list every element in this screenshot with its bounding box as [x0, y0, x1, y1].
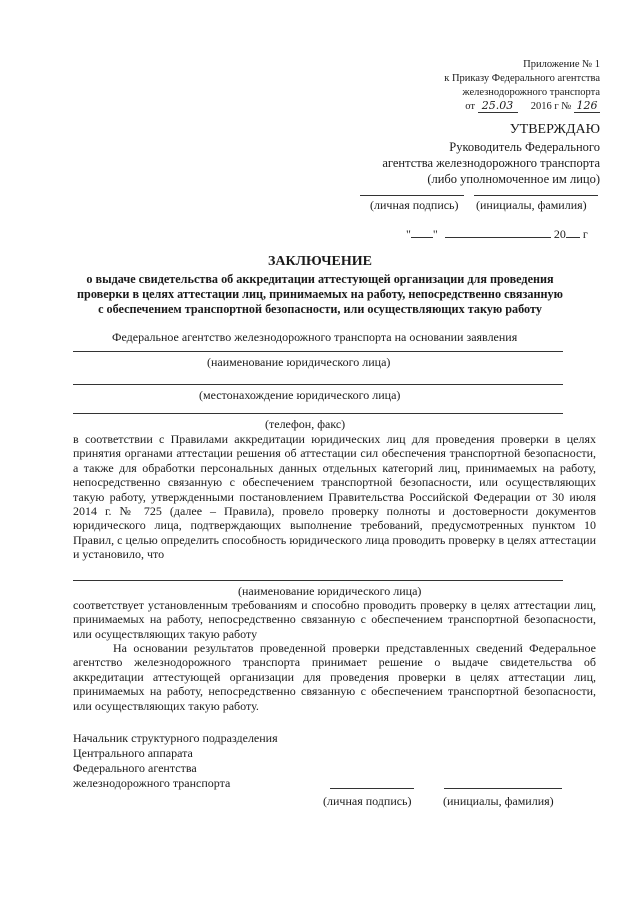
document-title: ЗАКЛЮЧЕНИЕ	[267, 254, 373, 269]
legal-name-line-2	[73, 580, 563, 581]
approval-signature-line	[360, 195, 464, 196]
signatory-signature-line	[330, 788, 414, 789]
date-quote-close: "	[432, 227, 438, 241]
appendix-date-prefix: от	[465, 101, 475, 112]
paragraph-compliance: соответствует установленным требованиям и способно проводить проверку в целях аттестации лиц, принимаемых на работу, непосредственно связанную с обеспечением транспортной безопасности, или осуществляющих такую работу	[73, 598, 596, 641]
approval-date-line	[406, 227, 588, 242]
date-year: 20	[553, 227, 566, 241]
approval-heading: УТВЕРЖДАЮ	[509, 122, 600, 137]
date-year-suffix: г	[582, 227, 588, 241]
approval-initials-caption: (инициалы, фамилия)	[476, 198, 587, 212]
appendix-number-handwritten: 126	[574, 99, 600, 113]
legal-name-caption-2: (наименование юридического лица)	[238, 584, 422, 598]
approval-signature-caption: (личная подпись)	[370, 198, 459, 212]
location-caption: (местонахождение юридического лица)	[199, 388, 401, 402]
phone-caption: (телефон, факс)	[265, 417, 346, 431]
signatory-line-4: железнодорожного транспорта	[73, 776, 231, 790]
signatory-initials-line	[444, 788, 562, 789]
appendix-date-middle: 2016 г №	[530, 101, 572, 112]
location-line	[73, 384, 563, 385]
appendix-line-1: Приложение № 1	[523, 59, 600, 70]
approval-line-2: агентства железнодорожного транспорта	[382, 156, 600, 170]
document-subtitle-3: с обеспечением транспортной безопасности, или осуществляющих такую работу	[98, 302, 542, 316]
signatory-line-2: Центрального аппарата	[73, 746, 193, 760]
appendix-date-line	[465, 99, 600, 113]
signatory-signature-caption: (личная подпись)	[323, 794, 412, 808]
appendix-line-2: к Приказу Федерального агентства	[444, 73, 600, 84]
appendix-date-handwritten: 25.03	[478, 99, 518, 113]
approval-line-1: Руководитель Федерального	[449, 140, 600, 154]
approval-line-3: (либо уполномоченное им лицо)	[427, 172, 600, 186]
signatory-line-1: Начальник структурного подразделения	[73, 731, 278, 745]
date-quote-open: "	[406, 227, 411, 241]
signatory-line-3: Федерального агентства	[73, 761, 197, 775]
document-subtitle-2: проверки в целях аттестации лиц, принимаемых на работу, непосредственно связанную	[77, 287, 563, 301]
appendix-line-3: железнодорожного транспорта	[462, 87, 600, 98]
paragraph-procedure: в соответствии с Правилами аккредитации юридических лиц для проведения проверки в целях принятия органами аттестации решения об аттестации сил обеспечения транспортной безопасности, а также для обработки персональных данных отдельных категорий лиц, принимаемых на работу, непосредственно связанную с обеспечением транспортной безопасности, или осуществляющих такую работу, утвержденными постановлением Правительства Российской Федерации от 30 июля 2014 г. № 725 (далее – Правила), провело проверку полноты и достоверности документов юридического лица, подтверждающих выполнение требований, предусмотренных пунктом 10 Правил, с целью определить способность юридического лица проводить проверку в целях аттестации и установило, что	[73, 432, 596, 562]
document-subtitle-1: о выдаче свидетельства об аккредитации аттестующей организации для проведения	[86, 272, 554, 286]
intro-text: Федеральное агентство железнодорожного транспорта на основании заявления	[112, 330, 518, 344]
approval-initials-line	[474, 195, 598, 196]
phone-line	[73, 413, 563, 414]
legal-name-caption: (наименование юридического лица)	[207, 355, 391, 369]
paragraph-decision: На основании результатов проведенной проверки представленных сведений Федеральное агентство железнодорожного транспорта принимает решение о выдаче свидетельства об аккредитации аттестующей организации для проведения проверки в целях аттестации лиц, принимаемых на работу, непосредственно связанную с обеспечением транспортной безопасности, или осуществляющих такую работу.	[73, 641, 596, 713]
signatory-initials-caption: (инициалы, фамилия)	[443, 794, 554, 808]
legal-name-line	[73, 351, 563, 352]
